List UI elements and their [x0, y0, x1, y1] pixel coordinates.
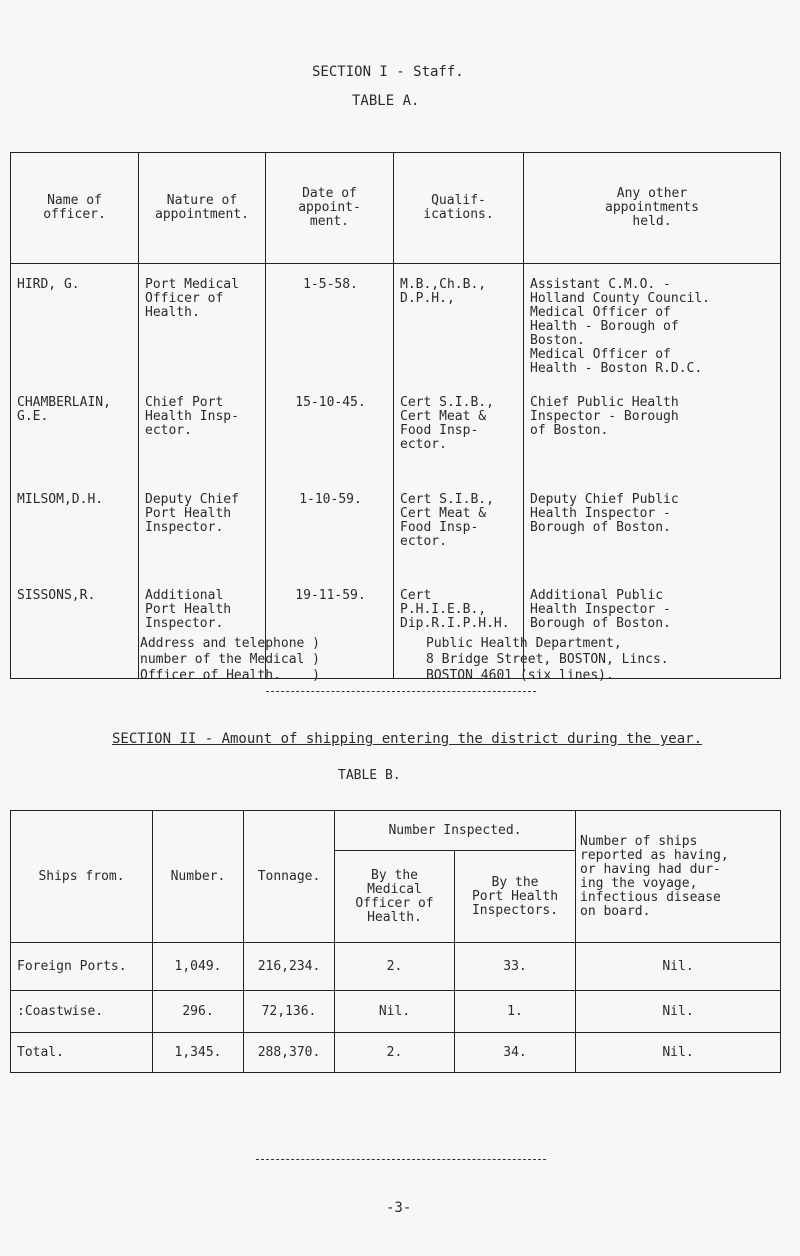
- table-a: [10, 152, 781, 679]
- officer-nature: Chief Port Health Insp- ector.: [139, 388, 266, 485]
- officer-other: Deputy Chief Public Health Inspector - Borough of Boston.: [524, 485, 781, 581]
- header-by-phi: By the Port Health Inspectors.: [455, 851, 576, 943]
- header-nature: Nature of appointment.: [139, 153, 266, 264]
- officer-nature: Additional Port Health Inspector.: [139, 581, 266, 679]
- inspected-by-moh: 2.: [335, 1033, 455, 1073]
- table-row: [11, 991, 781, 1033]
- officer-qualifications: Cert S.I.B., Cert Meat & Food Insp- ector.: [394, 388, 524, 485]
- officer-other: Assistant C.M.O. - Holland County Council. Medical Officer of Health - Borough of Boston. Medical Officer of Health - Boston R.D.C.: [524, 264, 781, 388]
- officer-nature: Deputy Chief Port Health Inspector.: [139, 485, 266, 581]
- separator: [266, 691, 536, 692]
- officer-other: Chief Public Health Inspector - Borough of Boston.: [524, 388, 781, 485]
- page-number: -3-: [386, 1200, 412, 1216]
- infectious-count: Nil.: [576, 991, 781, 1033]
- header-name: Name of officer.: [11, 153, 139, 264]
- officer-date: 1-10-59.: [266, 485, 394, 581]
- ships-number: 1,049.: [153, 943, 244, 991]
- ships-tonnage: 216,234.: [244, 943, 335, 991]
- ships-tonnage: 288,370.: [244, 1033, 335, 1073]
- table-b-label: TABLE B.: [338, 768, 401, 783]
- ships-from: :Coastwise.: [11, 991, 153, 1033]
- officer-qualifications: Cert P.H.I.E.B., Dip.R.I.P.H.H.: [394, 581, 524, 679]
- header-qualifications: Qualif- ications.: [394, 153, 524, 264]
- table-row: [11, 1033, 781, 1073]
- table-a-label: TABLE A.: [352, 93, 420, 109]
- table-b: [10, 810, 781, 1073]
- officer-name: MILSOM,D.H.: [11, 485, 139, 581]
- section-2-title: SECTION II - Amount of shipping entering the district during the year.: [112, 731, 703, 747]
- inspected-by-phi: 33.: [455, 943, 576, 991]
- header-by-moh: By the Medical Officer of Health.: [335, 851, 455, 943]
- ships-number: 296.: [153, 991, 244, 1033]
- header-number-inspected: Number Inspected.: [335, 811, 576, 851]
- header-ships-from: Ships from.: [11, 811, 153, 943]
- ships-from: Total.: [11, 1033, 153, 1073]
- address-value: Public Health Department, 8 Bridge Street, BOSTON, Lincs. BOSTON 4601 (six lines).: [426, 636, 669, 683]
- section-1-title: SECTION I - Staff.: [312, 64, 464, 80]
- table-row: [11, 485, 781, 581]
- officer-name: HIRD, G.: [11, 264, 139, 388]
- officer-date: 19-11-59.: [266, 581, 394, 679]
- table-row: [11, 388, 781, 485]
- inspected-by-moh: 2.: [335, 943, 455, 991]
- officer-nature: Port Medical Officer of Health.: [139, 264, 266, 388]
- officer-other: Additional Public Health Inspector - Borough of Boston.: [524, 581, 781, 679]
- table-row: [11, 943, 781, 991]
- officer-date: 15-10-45.: [266, 388, 394, 485]
- inspected-by-phi: 1.: [455, 991, 576, 1033]
- officer-date: 1-5-58.: [266, 264, 394, 388]
- inspected-by-phi: 34.: [455, 1033, 576, 1073]
- header-tonnage: Tonnage.: [244, 811, 335, 943]
- officer-name: CHAMBERLAIN, G.E.: [11, 388, 139, 485]
- officer-qualifications: M.B.,Ch.B., D.P.H.,: [394, 264, 524, 388]
- ships-number: 1,345.: [153, 1033, 244, 1073]
- infectious-count: Nil.: [576, 1033, 781, 1073]
- separator: [256, 1159, 546, 1160]
- officer-name: SISSONS,R.: [11, 581, 139, 679]
- inspected-by-moh: Nil.: [335, 991, 455, 1033]
- ships-from: Foreign Ports.: [11, 943, 153, 991]
- header-infectious: Number of ships reported as having, or having had dur- ing the voyage, infectious disease on board.: [576, 811, 781, 943]
- header-date: Date of appoint- ment.: [266, 153, 394, 264]
- officer-qualifications: Cert S.I.B., Cert Meat & Food Insp- ector.: [394, 485, 524, 581]
- header-other-appointments: Any other appointments held.: [524, 153, 781, 264]
- infectious-count: Nil.: [576, 943, 781, 991]
- header-number: Number.: [153, 811, 244, 943]
- address-label: Address and telephone ) number of the Medical ) Officer of Health. ): [140, 636, 321, 683]
- ships-tonnage: 72,136.: [244, 991, 335, 1033]
- table-row: [11, 264, 781, 388]
